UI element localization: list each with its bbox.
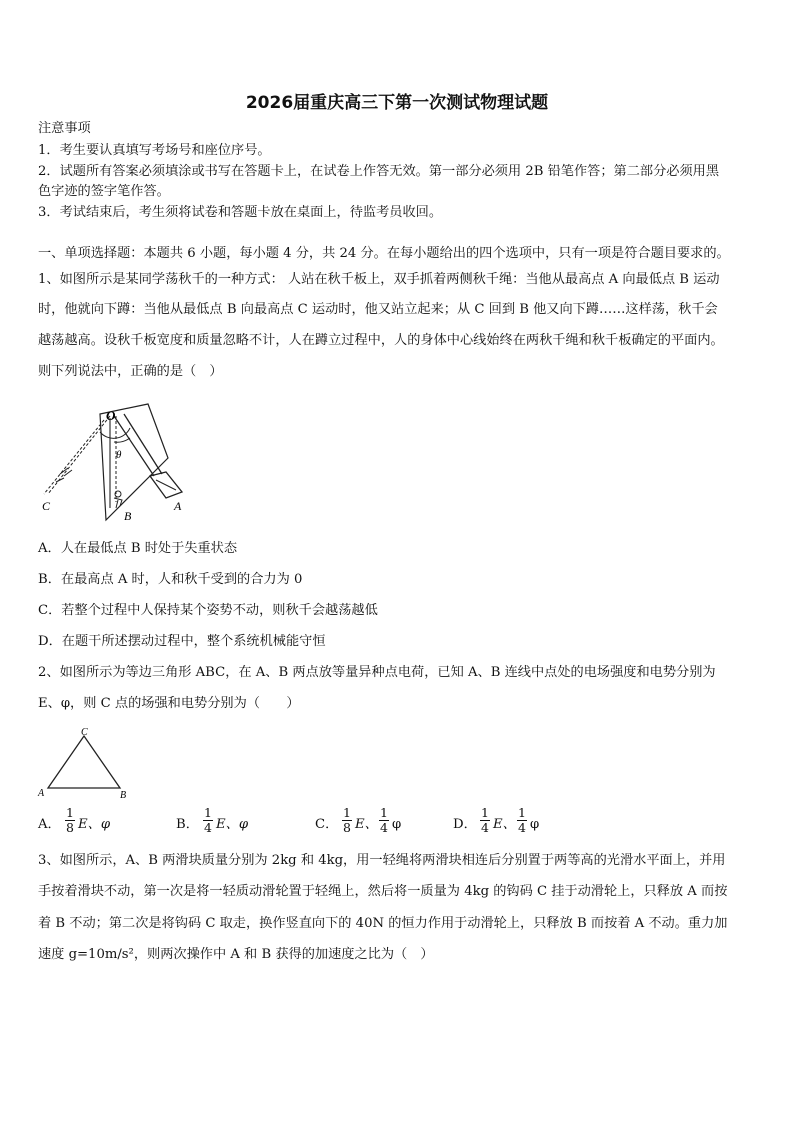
label-theta: θ bbox=[116, 449, 122, 461]
q2-option-c-fraction-2 bbox=[377, 806, 391, 835]
fraction-numerator: 1 bbox=[66, 805, 74, 820]
q2-option-d-mid: E、 bbox=[493, 817, 516, 832]
notice-item-3: 3．考试结束后，考生须将试卷和答题卡放在桌面上，待监考员收回。 bbox=[38, 205, 443, 220]
fraction-numerator: 1 bbox=[518, 805, 526, 820]
q1-option-b: B．在最高点 A 时，人和秋千受到的合力为 0 bbox=[38, 572, 303, 587]
fraction-numerator: 1 bbox=[380, 805, 388, 820]
q2-option-b-label: B． bbox=[176, 817, 199, 832]
label-B: B bbox=[124, 509, 132, 523]
q2-option-d-rest: φ bbox=[530, 817, 540, 832]
notice-item-2: 2．试题所有答案必须填涂或书写在答题卡上，在试卷上作答无效。第一部分必须用 2B 铅笔作答；第二部分必须用黑 bbox=[38, 164, 720, 179]
fraction-denominator: 4 bbox=[481, 820, 489, 835]
q1-text-line-4: 则下列说法中，正确的是（ ） bbox=[38, 364, 223, 379]
q2-option-b-rest: E、φ bbox=[216, 817, 249, 832]
section-heading: 一、单项选择题：本题共 6 小题，每小题 4 分，共 24 分。在每小题给出的四个选项中，只有一项是符合题目要求的。 bbox=[38, 246, 730, 261]
fraction-denominator: 4 bbox=[380, 820, 388, 835]
q2-option-c-mid: E、 bbox=[355, 817, 378, 832]
fraction-denominator: 4 bbox=[204, 820, 212, 835]
notice-heading: 注意事项 bbox=[38, 121, 91, 136]
swing-figure bbox=[38, 398, 198, 526]
q1-option-c: C．若整个过程中人保持某个姿势不动，则秋千会越荡越低 bbox=[38, 603, 378, 618]
fraction-numerator: 1 bbox=[481, 805, 489, 820]
fraction-numerator: 1 bbox=[343, 805, 351, 820]
q3-text-line-1: 3、如图所示，A、B 两滑块质量分别为 2kg 和 4kg，用一轻绳将两滑块相连后分别置于两等高的光滑水平面上，并用 bbox=[38, 853, 726, 868]
q3-text-line-4: 速度 g=10m/s²，则两次操作中 A 和 B 获得的加速度之比为（ ） bbox=[38, 947, 434, 962]
fraction-numerator: 1 bbox=[204, 805, 212, 820]
triangle-label-C: C bbox=[81, 727, 88, 738]
triangle-label-A: A bbox=[38, 788, 45, 799]
q2-option-a-fraction bbox=[63, 806, 77, 835]
notice-item-2-cont: 色字迹的签字笔作答。 bbox=[38, 184, 170, 199]
q1-text-line-1: 1、如图所示是某同学荡秋千的一种方式： 人站在秋千板上，双手抓着两侧秋千绳：当他从最高点 A 向最低点 B 运动 bbox=[38, 272, 720, 287]
q1-option-a: A．人在最低点 B 时处于失重状态 bbox=[38, 541, 238, 556]
q2-option-d-label: D． bbox=[453, 817, 477, 832]
q2-option-c-rest: φ bbox=[392, 817, 402, 832]
fraction-denominator: 8 bbox=[66, 820, 74, 835]
fraction-denominator: 8 bbox=[343, 820, 351, 835]
label-A: A bbox=[174, 499, 182, 513]
notice-item-1: 1．考生要认真填写考场号和座位序号。 bbox=[38, 143, 271, 158]
q2-option-a-rest: E、φ bbox=[78, 817, 111, 832]
q2-option-d-fraction-2 bbox=[515, 806, 529, 835]
fraction-denominator: 4 bbox=[518, 820, 526, 835]
q2-option-c-label: C． bbox=[315, 817, 339, 832]
label-O: O bbox=[106, 408, 116, 423]
q3-text-line-2: 手按着滑块不动，第一次是将一轻质动滑轮置于轻绳上，然后将一质量为 4kg 的钩码 C 挂于动滑轮上，只释放 A 而按 bbox=[38, 884, 728, 899]
triangle-label-B: B bbox=[120, 790, 127, 801]
q2-option-d-fraction-1 bbox=[478, 806, 492, 835]
q2-text-line-1: 2、如图所示为等边三角形 ABC，在 A、B 两点放等量异种点电荷，已知 A、B 连线中点处的电场强度和电势分别为 bbox=[38, 665, 716, 680]
triangle-figure bbox=[36, 726, 136, 802]
label-C: C bbox=[42, 499, 51, 513]
q1-option-d: D．在题干所述摆动过程中，整个系统机械能守恒 bbox=[38, 634, 326, 649]
q2-text-line-2: E、φ，则 C 点的场强和电势分别为（ ） bbox=[38, 696, 300, 711]
page-title: 2026届重庆高三下第一次测试物理试题 bbox=[245, 93, 549, 113]
q1-text-line-2: 时，他就向下蹲：当他从最低点 B 向最高点 C 运动时，他又站立起来；从 C 回到 B 他又向下蹲……这样荡，秋千会 bbox=[38, 302, 718, 317]
q3-text-line-3: 着 B 不动；第二次是将钩码 C 取走，换作竖直向下的 40N 的恒力作用于动滑轮上，只释放 B 而按着 A 不动。重力加 bbox=[38, 916, 728, 931]
q2-option-b-fraction bbox=[201, 806, 215, 835]
q1-text-line-3: 越荡越高。设秋千板宽度和质量忽略不计，人在蹲立过程中，人的身体中心线始终在两秋千绳和秋千板确定的平面内。 bbox=[38, 333, 724, 348]
q2-option-a-label: A． bbox=[38, 817, 61, 832]
q2-option-c-fraction-1 bbox=[340, 806, 354, 835]
